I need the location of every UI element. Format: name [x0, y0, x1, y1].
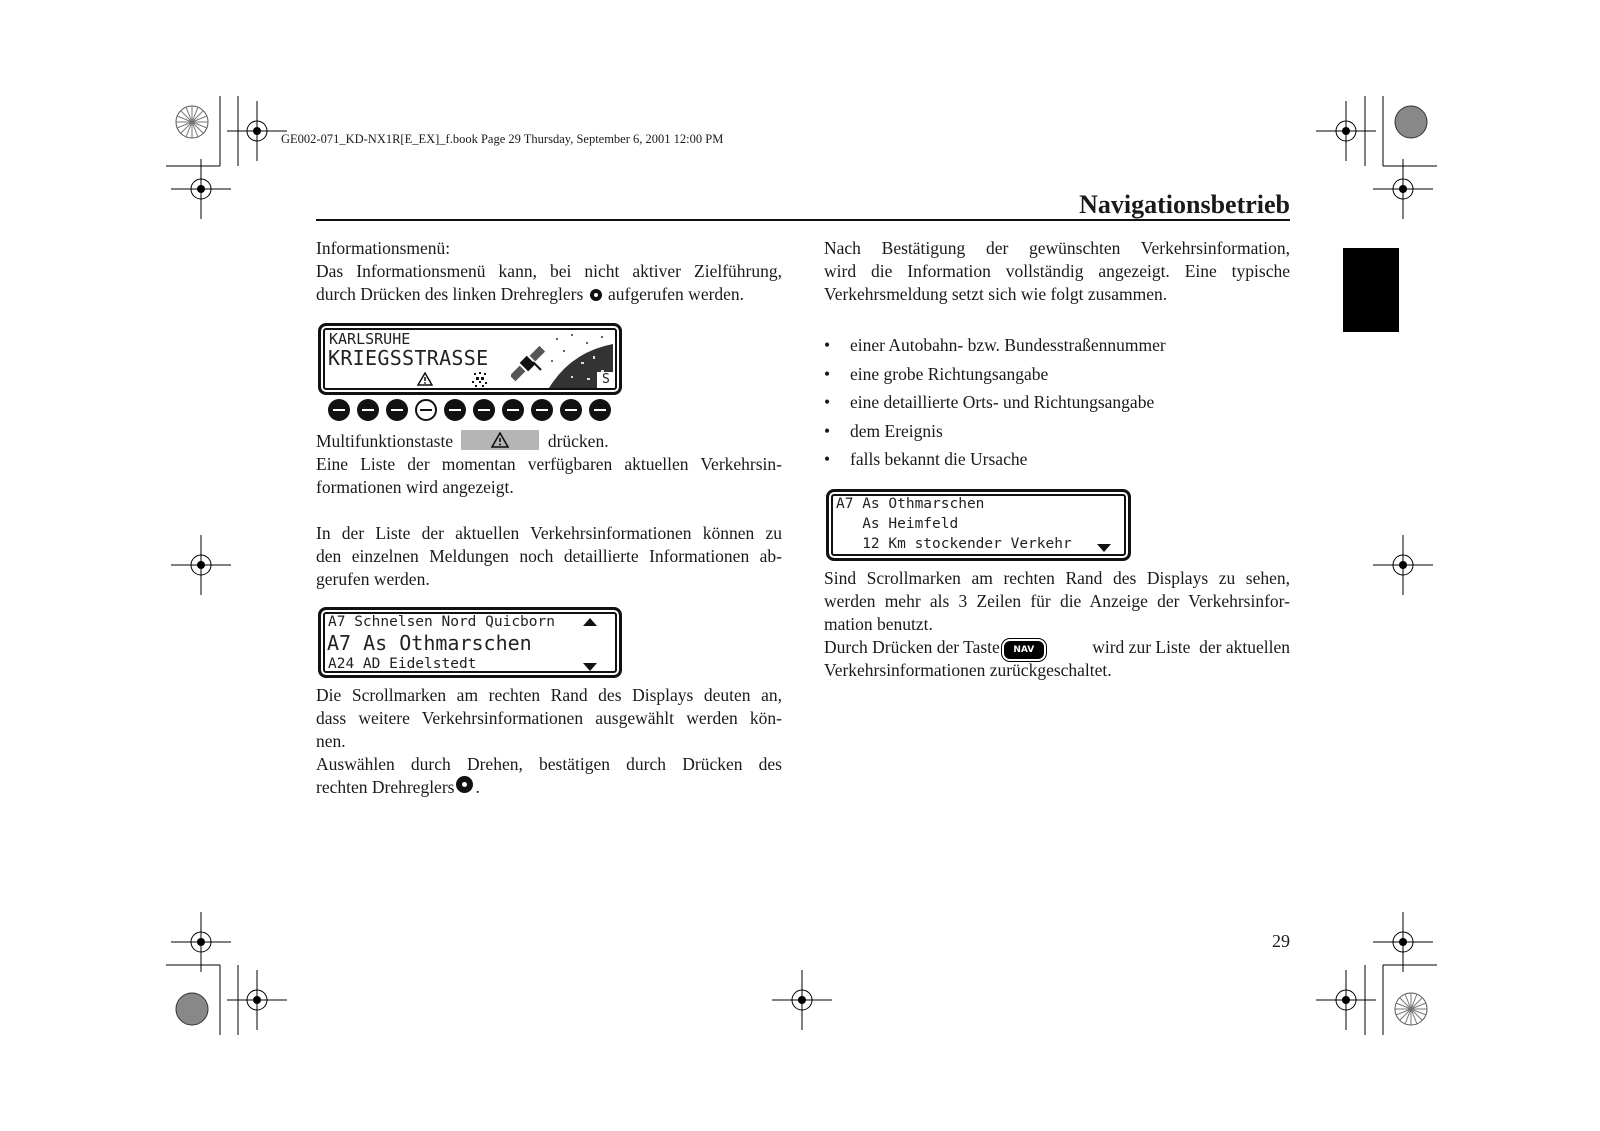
warning-icon	[417, 372, 433, 386]
lcd-display-traffic-list	[318, 607, 622, 678]
paragraph: Nach Bestätigung der gewünschten Verkehrsinformation,	[824, 238, 1290, 258]
list-item: • dem Ereignis	[824, 420, 1290, 443]
scroll-down-icon	[583, 663, 597, 671]
paragraph	[316, 283, 782, 306]
warning-softkey	[461, 430, 539, 450]
paragraph: nen.	[316, 731, 346, 751]
right-knob-icon	[456, 776, 473, 793]
paragraph: Verkehrsmeldung setzt sich wie folgt zusammen.	[824, 284, 1168, 304]
display-line-3: A24 AD Eidelstedt	[328, 656, 477, 672]
softkey-row	[327, 398, 627, 422]
display-line-3: 12 Km stockender Verkehr	[836, 536, 1072, 552]
left-column	[316, 237, 782, 306]
paragraph: den einzelnen Meldungen noch detaillierte Informationen ab-	[316, 546, 782, 566]
list-item: • einer Autobahn- bzw. Bundesstraßennummer	[824, 334, 1290, 357]
nav-key-icon: NAV	[1004, 641, 1044, 659]
display-line-street: KRIEGSSTRASSE	[328, 346, 489, 370]
paragraph: gerufen werden.	[316, 569, 430, 589]
paragraph-text: wird zur Liste der aktuellen	[1092, 637, 1290, 657]
list-item: • eine grobe Richtungsangabe	[824, 363, 1290, 386]
paragraph-text: Multifunktionstaste	[316, 431, 454, 451]
paragraph: Sind Scrollmarken am rechten Rand des Displays zu sehen,	[824, 568, 1290, 588]
paragraph: formationen wird angezeigt.	[316, 477, 514, 497]
spacer	[316, 499, 782, 522]
paragraph: wird die Information vollständig angezeigt. Eine typische	[824, 261, 1290, 281]
scroll-down-icon	[1097, 544, 1111, 552]
section-heading: Informationsmenü:	[316, 238, 451, 258]
paragraph	[824, 636, 1290, 659]
display-line-1: A7 Schnelsen Nord Quiсborn	[328, 614, 555, 630]
lcd-display-traffic-detail	[826, 489, 1131, 561]
title-rule	[316, 219, 1290, 221]
paragraph-text: rechten Drehreglers	[316, 777, 455, 797]
scroll-up-icon	[583, 618, 597, 626]
softkey-buttons	[327, 398, 627, 422]
left-column-mid	[316, 430, 782, 591]
paragraph-text: Durch Drücken der Taste	[824, 637, 1000, 657]
paragraph: In der Liste der aktuellen Verkehrsinformationen können zu	[316, 523, 782, 543]
compass-letter: S	[602, 372, 610, 387]
lcd-display-map	[318, 323, 622, 395]
bullet-list	[824, 334, 1290, 477]
paragraph: Eine Liste der momentan verfügbaren aktuellen Verkehrsin-	[316, 454, 782, 474]
paragraph: mation benutzt.	[824, 614, 933, 634]
paragraph: rechten Drehreglers .	[316, 777, 480, 797]
paragraph: werden mehr als 3 Zeilen für die Anzeige der Verkehrsinfor-	[824, 591, 1290, 611]
section-tab	[1343, 248, 1399, 332]
page-number: 29	[1272, 931, 1290, 951]
display-line-2: As Heimfeld	[836, 516, 959, 532]
left-knob-icon	[590, 289, 602, 301]
paragraph-text: drücken.	[547, 431, 609, 451]
right-column-bottom	[824, 567, 1290, 682]
paragraph-text: aufgerufen werden.	[608, 284, 745, 304]
list-item: • falls bekannt die Ursache	[824, 448, 1290, 471]
list-item: • eine detaillierte Orts- und Richtungsangabe	[824, 391, 1290, 414]
display-line-2: A7 As Othmarschen	[327, 631, 532, 655]
print-header: GE002-071_KD-NX1R[E_EX]_f.book Page 29 Thursday, September 6, 2001 12:00 PM	[281, 132, 724, 146]
warning-icon	[491, 432, 509, 448]
tmc-icon	[471, 372, 489, 388]
paragraph: Verkehrsinformationen zurückgeschaltet.	[824, 660, 1112, 680]
right-column	[824, 237, 1290, 306]
display-line-city: KARLSRUHE	[329, 330, 411, 348]
paragraph: Das Informationsmenü kann, bei nicht aktiver Zielführung,	[316, 261, 782, 281]
paragraph: Die Scrollmarken am rechten Rand des Displays deuten an,	[316, 685, 782, 705]
left-column-bottom	[316, 684, 782, 799]
display-line-1: A7 As Othmarschen	[836, 496, 985, 512]
paragraph-text: durch Drücken des linken Drehreglers	[316, 284, 584, 304]
paragraph: Auswählen durch Drehen, bestätigen durch Drücken des	[316, 754, 782, 774]
paragraph: dass weitere Verkehrsinformationen ausgewählt werden kön-	[316, 708, 782, 728]
paragraph	[316, 430, 782, 453]
page-title: Navigationsbetrieb	[1079, 190, 1290, 219]
